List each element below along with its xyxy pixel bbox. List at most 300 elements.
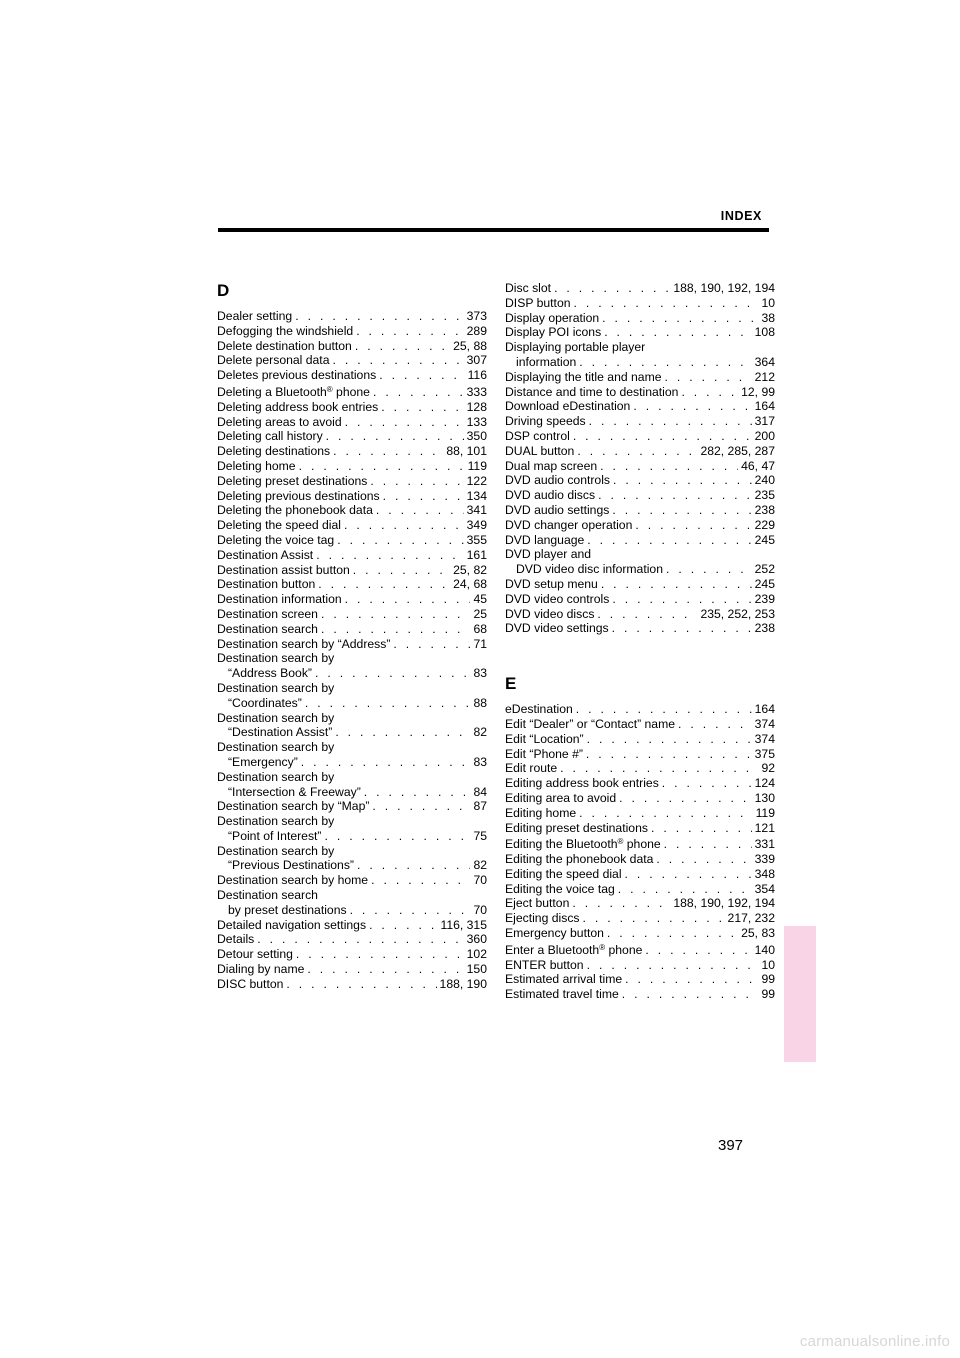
index-entry-text: Destination Assist	[217, 547, 314, 562]
index-entry-text: Deleting address book entries	[217, 399, 379, 414]
dot-leader	[286, 977, 436, 992]
index-entry	[217, 740, 487, 770]
index-entry-pages: 99	[761, 972, 775, 987]
index-entry-text: DUAL button	[505, 443, 575, 458]
index-entry-pages: 240	[754, 473, 775, 488]
index-entry	[505, 987, 775, 1002]
dot-leader	[666, 562, 752, 577]
index-entry-pages: 245	[754, 576, 775, 591]
index-entry-line	[217, 947, 487, 962]
dot-leader	[587, 533, 751, 548]
index-entry	[217, 770, 487, 800]
index-entry	[505, 325, 775, 340]
index-entry-line	[505, 987, 775, 1002]
index-entry-line	[505, 852, 775, 867]
index-entry-pages: 333	[466, 384, 487, 399]
index-entry-text: Deleting the phonebook data	[217, 503, 373, 518]
index-entry-pages: 102	[466, 947, 487, 962]
index-entry	[217, 637, 487, 652]
index-entry-text: Displaying the title and name	[505, 369, 662, 384]
index-entry-line	[217, 383, 487, 400]
index-entry-pages: 45	[473, 592, 487, 607]
section-letter-e: E	[505, 674, 517, 694]
index-entry	[217, 651, 487, 681]
index-entry-pages: 83	[473, 754, 487, 769]
index-entry-text: DVD audio settings	[505, 502, 610, 517]
index-entry	[217, 918, 487, 933]
index-entry	[217, 383, 487, 400]
index-entry	[217, 474, 487, 489]
index-entry-text: DVD audio controls	[505, 473, 610, 488]
index-entry	[505, 972, 775, 987]
dot-leader	[321, 607, 470, 622]
dot-leader	[326, 429, 464, 444]
header-rule	[218, 228, 769, 232]
index-entry-line	[217, 740, 487, 755]
index-entry-text: DVD video settings	[505, 621, 609, 636]
index-entry-pages: 88	[473, 695, 487, 710]
dot-leader	[625, 972, 758, 987]
index-entry-text: Edit route	[505, 761, 558, 776]
index-entry-pages: 373	[466, 309, 487, 323]
index-entry-text: Edit “Dealer” or “Contact” name	[505, 716, 676, 731]
index-entry	[217, 577, 487, 592]
index-entry-text: Detour setting	[217, 947, 293, 962]
index-entry-text: ENTER button	[505, 957, 584, 972]
dot-leader	[612, 503, 751, 518]
index-entry	[217, 844, 487, 874]
index-entry	[505, 459, 775, 474]
dot-leader	[573, 429, 752, 444]
dot-leader	[572, 896, 670, 911]
index-entry	[505, 503, 775, 518]
dot-leader	[587, 958, 759, 973]
index-entry-pages: 150	[466, 962, 487, 977]
index-entry	[505, 926, 775, 941]
section-gap	[505, 636, 775, 674]
index-entry-line	[505, 473, 775, 488]
dot-leader	[364, 785, 471, 800]
index-entry-line	[217, 503, 487, 518]
dot-leader	[355, 339, 450, 354]
index-entry-text: Enter a Bluetooth® phone	[505, 942, 643, 957]
index-entry-text: information	[516, 354, 577, 369]
index-entry-line	[217, 429, 487, 444]
dot-leader	[664, 837, 752, 852]
index-entry-text: Download eDestination	[505, 399, 631, 414]
dot-leader	[371, 873, 470, 888]
index-entry-pages: 375	[754, 746, 775, 761]
dot-leader	[307, 962, 463, 977]
index-entry	[505, 296, 775, 311]
index-entry-line	[217, 725, 487, 740]
index-entry-text: Editing the phonebook data	[505, 852, 654, 867]
index-entry-line	[505, 621, 775, 636]
dot-leader	[613, 473, 752, 488]
index-entry-line	[505, 311, 775, 326]
dot-leader	[324, 829, 470, 844]
index-entry-pages: 252	[754, 562, 775, 577]
index-entry-pages: 140	[754, 942, 775, 957]
index-entry-line	[505, 747, 775, 762]
index-entry-line	[217, 858, 487, 873]
index-entry	[217, 711, 487, 741]
index-entry-text: DISP button	[505, 295, 571, 310]
index-entry-pages: 133	[466, 414, 487, 429]
index-entry-line	[217, 814, 487, 829]
index-entry	[505, 806, 775, 821]
entry-list-d	[217, 309, 487, 992]
index-entry-pages: 360	[466, 932, 487, 947]
index-entry-line	[217, 577, 487, 592]
index-entry-text: DVD language	[505, 532, 585, 547]
index-entry-text: Details	[217, 932, 255, 947]
index-entry	[505, 958, 775, 973]
index-entry-line	[217, 518, 487, 533]
index-entry-line	[217, 932, 487, 947]
index-entry	[217, 353, 487, 368]
index-entry-line	[505, 488, 775, 503]
index-entry-text: DVD video discs	[505, 606, 595, 621]
index-entry-line	[217, 444, 487, 459]
index-entry	[505, 941, 775, 958]
index-entry-text: Destination search	[217, 621, 318, 636]
index-entry-line	[505, 761, 775, 776]
index-entry-text: Deleting destinations	[217, 444, 331, 459]
index-entry	[505, 281, 775, 296]
index-entry-line	[505, 533, 775, 548]
dot-leader	[357, 858, 470, 873]
index-entry	[217, 962, 487, 977]
index-entry-pages: 238	[754, 621, 775, 636]
dot-leader	[345, 592, 471, 607]
index-entry-line	[217, 696, 487, 711]
index-entry-text: DVD audio discs	[505, 488, 596, 503]
index-entry	[217, 309, 487, 324]
index-entry-line	[505, 281, 775, 296]
index-entry-line	[217, 607, 487, 622]
index-entry-text: Driving speeds	[505, 414, 586, 429]
dot-leader	[315, 666, 470, 681]
index-entry-text: Eject button	[505, 896, 570, 911]
index-entry-pages: 341	[466, 503, 487, 518]
index-entry-pages: 134	[466, 488, 487, 503]
index-entry-pages: 331	[754, 837, 775, 852]
index-entry-line	[505, 717, 775, 732]
index-entry-line	[505, 867, 775, 882]
index-entry-line	[505, 414, 775, 429]
index-entry-text: DISC button	[217, 976, 284, 991]
index-entry-text: Destination search by	[217, 710, 335, 725]
dot-leader	[381, 400, 463, 415]
index-entry-line	[217, 592, 487, 607]
dot-leader	[295, 309, 463, 324]
index-entry	[217, 400, 487, 415]
index-entry-text: “Emergency”	[228, 754, 298, 769]
dot-leader	[257, 932, 463, 947]
index-entry-line	[505, 882, 775, 897]
dot-leader	[299, 459, 465, 474]
dot-leader	[600, 459, 738, 474]
page-number: 397	[718, 1137, 744, 1154]
index-entry-text: Editing preset destinations	[505, 820, 648, 835]
index-entry	[505, 518, 775, 533]
index-entry-pages: 239	[754, 591, 775, 606]
index-entry-text: Deleting preset destinations	[217, 473, 368, 488]
index-entry	[505, 473, 775, 488]
index-entry	[217, 622, 487, 637]
index-entry	[505, 732, 775, 747]
index-entry-line	[505, 776, 775, 791]
index-entry	[505, 488, 775, 503]
dot-leader	[369, 918, 437, 933]
dot-leader	[576, 702, 752, 717]
index-entry-text: Ejecting discs	[505, 911, 580, 926]
dot-leader	[612, 592, 751, 607]
index-entry-line	[505, 429, 775, 444]
entry-list-d-continued	[505, 281, 775, 636]
index-entry-line	[505, 911, 775, 926]
dot-leader	[383, 489, 464, 504]
index-entry-line	[505, 577, 775, 592]
index-entry-line	[217, 533, 487, 548]
index-entry-text: Estimated arrival time	[505, 972, 623, 987]
index-entry	[505, 547, 775, 577]
index-entry-text: Destination button	[217, 577, 316, 592]
index-entry-line	[505, 296, 775, 311]
index-entry-pages: 46, 47	[741, 458, 775, 473]
index-entry	[217, 368, 487, 383]
index-entry-line	[505, 972, 775, 987]
index-entry	[505, 821, 775, 836]
index-entry-line	[217, 309, 487, 324]
index-entry	[217, 444, 487, 459]
index-entry-text: Dialing by name	[217, 962, 305, 977]
index-entry-text: Editing the voice tag	[505, 881, 615, 896]
index-entry-text: Delete personal data	[217, 353, 330, 368]
index-entry-text: Deleting call history	[217, 429, 323, 444]
dot-leader	[554, 281, 670, 296]
dot-leader	[633, 399, 751, 414]
index-entry	[505, 835, 775, 852]
index-entry-line	[505, 821, 775, 836]
index-entry-text: DVD video disc information	[516, 562, 663, 577]
index-entry	[217, 977, 487, 992]
index-entry-text: eDestination	[505, 702, 573, 717]
index-entry-line	[505, 325, 775, 340]
dot-leader	[344, 518, 464, 533]
index-entry-text: Detailed navigation settings	[217, 917, 367, 932]
index-entry-pages: 161	[466, 547, 487, 562]
index-entry-text: Deletes previous destinations	[217, 368, 377, 383]
index-entry	[505, 533, 775, 548]
dot-leader	[607, 926, 738, 941]
index-entry-line	[505, 518, 775, 533]
index-entry-pages: 88, 101	[446, 444, 487, 459]
index-entry-pages: 188, 190	[439, 976, 487, 991]
index-entry-line	[505, 370, 775, 385]
index-entry-text: DVD changer operation	[505, 517, 633, 532]
dot-leader	[372, 799, 470, 814]
index-entry-line	[217, 755, 487, 770]
index-entry	[505, 370, 775, 385]
index-entry-pages: 350	[466, 429, 487, 444]
dot-leader	[602, 311, 758, 326]
index-entry-text: Destination screen	[217, 606, 318, 621]
dot-leader	[335, 725, 470, 740]
dot-leader	[656, 852, 751, 867]
index-entry-text: Destination search by	[217, 651, 335, 666]
index-entry-text: Deleting previous destinations	[217, 488, 380, 503]
index-entry-text: Editing address book entries	[505, 776, 659, 791]
index-entry-pages: 188, 190, 192, 194	[673, 281, 775, 295]
index-entry	[217, 503, 487, 518]
index-entry-line	[217, 459, 487, 474]
dot-leader	[625, 867, 752, 882]
index-entry-line	[217, 474, 487, 489]
index-entry-line	[505, 385, 775, 400]
index-entry-pages: 130	[754, 790, 775, 805]
index-entry-text: Delete destination button	[217, 338, 352, 353]
dot-leader	[574, 296, 759, 311]
index-entry	[505, 385, 775, 400]
index-entry-text: Destination search by	[217, 680, 335, 695]
index-entry-pages: 354	[754, 881, 775, 896]
index-entry-line	[505, 562, 775, 577]
index-entry	[505, 747, 775, 762]
index-entry-pages: 71	[473, 636, 487, 651]
index-entry-text: “Intersection & Freeway”	[228, 784, 361, 799]
dot-leader	[301, 755, 471, 770]
index-entry-text: Defogging the windshield	[217, 323, 354, 338]
dot-leader	[662, 776, 752, 791]
index-entry-pages: 124	[754, 776, 775, 791]
index-entry-line	[505, 340, 775, 355]
index-entry-line	[217, 799, 487, 814]
index-entry-text: Destination search by	[217, 814, 335, 829]
dot-leader	[305, 696, 471, 711]
index-entry-pages: 164	[754, 702, 775, 717]
index-entry	[505, 761, 775, 776]
index-entry-text: Dealer setting	[217, 309, 293, 323]
index-entry-pages: 374	[754, 731, 775, 746]
index-entry-line	[505, 732, 775, 747]
index-entry-pages: 374	[754, 716, 775, 731]
index-entry-text: Edit “Phone #”	[505, 746, 583, 761]
dot-leader	[376, 503, 464, 518]
dot-leader	[598, 488, 752, 503]
dot-leader	[337, 533, 463, 548]
dot-leader	[296, 947, 464, 962]
index-entry-pages: 121	[754, 820, 775, 835]
index-entry-pages: 317	[754, 414, 775, 429]
index-entry	[505, 414, 775, 429]
index-entry	[505, 429, 775, 444]
index-entry-line	[217, 637, 487, 652]
index-entry-line	[217, 873, 487, 888]
index-entry-text: Edit “Location”	[505, 731, 584, 746]
index-entry	[217, 873, 487, 888]
index-entry-pages: 12, 99	[741, 384, 775, 399]
dot-leader	[681, 385, 738, 400]
index-entry-text: “Destination Assist”	[228, 725, 333, 740]
dot-leader	[597, 607, 697, 622]
index-entry-line	[217, 918, 487, 933]
index-entry-line	[217, 785, 487, 800]
index-entry-text: “Point of Interest”	[228, 828, 322, 843]
index-entry-pages: 68	[473, 621, 487, 636]
index-entry-pages: 82	[473, 725, 487, 740]
index-entry-pages: 339	[754, 852, 775, 867]
index-entry-line	[505, 835, 775, 852]
dot-leader	[579, 806, 752, 821]
index-entry	[505, 444, 775, 459]
index-entry-pages: 212	[754, 369, 775, 384]
index-entry-line	[217, 368, 487, 383]
index-entry-line	[217, 770, 487, 785]
section-tab-marker	[784, 926, 816, 1062]
section-letter-d: D	[217, 281, 230, 300]
index-entry-pages: 25, 88	[453, 338, 487, 353]
index-entry-text: Disc slot	[505, 281, 552, 295]
index-entry-pages: 128	[466, 399, 487, 414]
index-entry-text: Editing area to avoid	[505, 790, 617, 805]
index-entry-line	[217, 324, 487, 339]
index-entry	[217, 563, 487, 578]
index-entry-pages: 282, 285, 287	[700, 443, 775, 458]
index-entry-text: Destination search by home	[217, 873, 369, 888]
index-entry-pages: 122	[466, 473, 487, 488]
index-entry	[505, 607, 775, 622]
index-entry-line	[505, 459, 775, 474]
index-entry	[505, 340, 775, 370]
index-entry	[505, 896, 775, 911]
index-entry-pages: 238	[754, 502, 775, 517]
index-entry-line	[217, 681, 487, 696]
index-entry-line	[217, 651, 487, 666]
index-entry-line	[505, 941, 775, 958]
index-entry-text: Editing the Bluetooth® phone	[505, 837, 661, 852]
index-entry-line	[505, 607, 775, 622]
index-entry-pages: 245	[754, 532, 775, 547]
index-entry-line	[505, 926, 775, 941]
index-entry-pages: 364	[754, 354, 775, 369]
index-entry	[505, 717, 775, 732]
dot-leader	[370, 474, 463, 489]
index-entry-pages: 84	[473, 784, 487, 799]
index-entry-pages: 70	[473, 902, 487, 917]
dot-leader	[373, 385, 464, 400]
index-entry	[217, 888, 487, 918]
entry-list-e	[505, 702, 775, 1002]
index-entry-text: Destination search by	[217, 740, 335, 755]
index-entry-line	[217, 415, 487, 430]
index-entry-pages: 289	[466, 323, 487, 338]
index-entry-text: by preset destinations	[228, 902, 347, 917]
index-entry-text: Deleting the speed dial	[217, 518, 341, 533]
dot-leader	[350, 903, 471, 918]
index-entry-pages: 235, 252, 253	[700, 606, 775, 621]
index-entry-pages: 92	[761, 761, 775, 776]
index-entry-pages: 217, 232	[727, 911, 775, 926]
index-entry	[217, 681, 487, 711]
dot-leader	[583, 911, 725, 926]
dot-leader	[619, 791, 752, 806]
index-entry-pages: 99	[761, 987, 775, 1002]
dot-leader	[318, 577, 450, 592]
index-entry-line	[217, 888, 487, 903]
index-entry-pages: 25	[473, 606, 487, 621]
